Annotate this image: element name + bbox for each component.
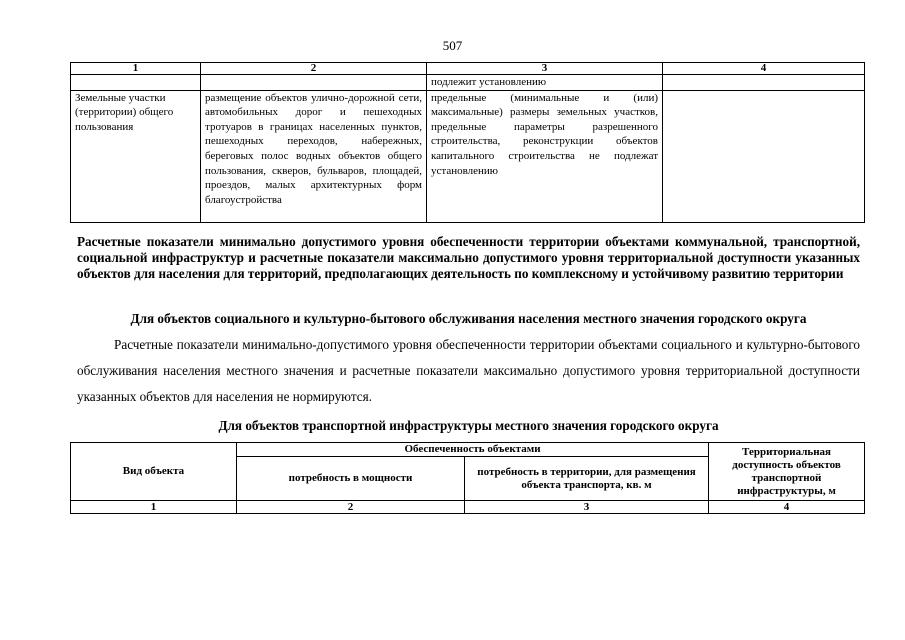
body-paragraph: Расчетные показатели минимально-допустимого уровня обеспеченности территории объектами социального и культурно-бытового обслуживания населения местного значения и расчетные показатели максимально допустимого уровня территориальной доступности указанных объектов для населения не нормируются.: [77, 337, 860, 404]
transport-infrastructure-table: [70, 442, 865, 514]
section-subheading: Для объектов социального и культурно-бытового обслуживания населения местного значения городского округа: [130, 311, 807, 326]
column-number: 4: [663, 63, 865, 75]
header-object-type: Вид объекта: [71, 443, 237, 501]
land-type-line: Земельные участки: [75, 91, 166, 104]
land-type-cell: [71, 90, 201, 222]
column-number: 3: [465, 501, 709, 514]
page-number: 507: [442, 38, 463, 53]
empty-cell: [663, 90, 865, 222]
header-territory: потребность в территории, для размещения объекта транспорта, кв. м: [465, 457, 709, 501]
column-number: 2: [201, 63, 427, 75]
land-type-line: (территории) общего: [75, 106, 174, 119]
permitted-use-cell: размещение объектов улично-дорожной сети, автомобильных дорог и пешеходных тротуаров в границах населенных пунктов, пешеходных переходов, набережных, береговых полос водных объектов общего пользования, скверов, бульваров, площадей, проездов, малых архитектурных форм благоустройства: [201, 90, 427, 222]
header-capacity: потребность в мощности: [237, 457, 465, 501]
table-header-row: [71, 63, 865, 75]
table-row: [71, 75, 865, 91]
table-header-row: [71, 443, 865, 457]
header-group-provision: Обеспеченность объектами: [237, 443, 709, 457]
section-heading: Расчетные показатели минимально допустимого уровня обеспеченности территории объектами коммунальной, транспортной, социальной инфраструктур и расчетные показатели максимально допустимого уровня территориальной доступности указанных объектов для населения для территорий, предполагающих деятельность по комплексному и устойчивому развитию территории: [77, 234, 860, 281]
table-row: [71, 90, 865, 222]
land-type-line: пользования: [75, 120, 134, 133]
column-number: 2: [237, 501, 465, 514]
column-number: 1: [71, 63, 201, 75]
column-number: 3: [427, 63, 663, 75]
header-accessibility: Территориальная доступность объектов транспортной инфраструктуры, м: [709, 443, 865, 501]
continuation-cell: подлежит установлению: [427, 75, 663, 91]
parameters-cell: предельные (минимальные и (или) максимальные) размеры земельных участков, предельные параметры разрешенного строительства, реконструкции объектов капитального строительства не подлежат установлению: [427, 90, 663, 222]
column-number: 4: [709, 501, 865, 514]
column-number: 1: [71, 501, 237, 514]
land-use-table: [70, 62, 865, 223]
table-number-row: [71, 501, 865, 514]
section-subheading: Для объектов транспортной инфраструктуры местного значения городского округа: [218, 418, 719, 433]
